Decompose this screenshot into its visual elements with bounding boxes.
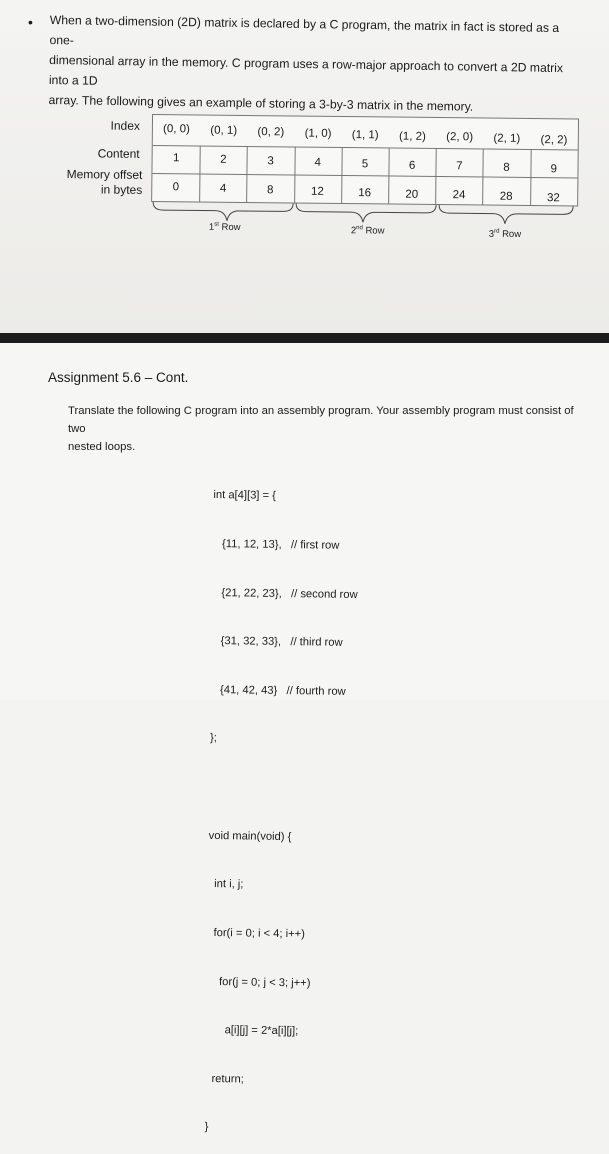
index-cell: (2, 0) xyxy=(446,131,474,144)
content-cell: 5 xyxy=(361,157,369,170)
content-cell: 3 xyxy=(267,155,274,168)
offset-label-line: in bytes xyxy=(100,182,143,197)
row-major-diagram xyxy=(0,0,609,338)
code-line: {41, 42, 43} // fourth row xyxy=(210,683,346,698)
bullet-point: • xyxy=(28,14,33,30)
code-line: a[i][j] = 2*a[i][j]; xyxy=(205,1024,299,1038)
index-cell: (1, 2) xyxy=(398,130,426,143)
instructions-line: Translate the following C program into an assembly program. Your assembly program must consist of two xyxy=(68,405,574,435)
row3-num: 3 xyxy=(488,228,495,240)
c-code-block xyxy=(204,455,359,1154)
row2-tag xyxy=(351,225,385,237)
row3-word: Row xyxy=(502,228,522,241)
offset-label-line: Memory offset xyxy=(66,167,143,182)
offset-cell: 28 xyxy=(499,190,513,204)
index-cell: (0, 0) xyxy=(163,123,190,136)
index-cell: (1, 1) xyxy=(351,128,379,141)
code-line: return; xyxy=(205,1072,244,1086)
code-line xyxy=(209,779,355,797)
offset-cell: 12 xyxy=(310,185,324,198)
intro-line: array. The following gives an example of storing a 3-by-3 matrix in the memory. xyxy=(48,92,474,114)
content-label: Content xyxy=(97,146,140,161)
row1-word: Row xyxy=(221,221,241,234)
content-cell: 2 xyxy=(220,153,227,166)
index-cell: (2, 2) xyxy=(540,134,568,147)
code-line: for(j = 0; j < 3; j++) xyxy=(206,975,311,989)
row1-sup: st xyxy=(214,221,219,228)
row1-num: 1 xyxy=(208,221,215,233)
offset-label xyxy=(39,167,142,198)
offset-cell: 32 xyxy=(546,192,560,205)
content-cell: 1 xyxy=(172,152,180,165)
code-line: void main(void) { xyxy=(208,829,292,843)
code-line: {21, 22, 23}, // second row xyxy=(211,586,358,601)
code-line: {11, 12, 13}, // first row xyxy=(212,538,340,552)
offset-cell: 4 xyxy=(219,182,227,195)
memory-table xyxy=(151,114,579,206)
offset-cell: 24 xyxy=(452,189,466,202)
offset-cell: 0 xyxy=(172,181,180,194)
index-label: Index xyxy=(110,118,141,133)
row2-word: Row xyxy=(365,225,385,237)
offset-cell: 16 xyxy=(358,186,372,199)
row2-brace xyxy=(296,204,436,223)
row2-sup: nd xyxy=(356,225,363,232)
row3-brace xyxy=(439,205,573,224)
offset-cell: 20 xyxy=(405,188,419,201)
index-cell: (1, 0) xyxy=(304,127,332,140)
content-cell: 7 xyxy=(456,160,463,173)
row3-sup: rd xyxy=(494,228,500,235)
index-cell: (2, 1) xyxy=(493,132,521,146)
code-line: } xyxy=(204,1121,209,1134)
code-line: }; xyxy=(209,732,217,745)
row1-brace xyxy=(153,202,293,221)
row1-tag xyxy=(209,222,241,233)
assignment-instructions xyxy=(68,402,588,456)
code-line: for(i = 0; i < 4; i++) xyxy=(207,926,306,941)
code-line: int i, j; xyxy=(207,878,244,891)
instructions-line: nested loops. xyxy=(68,441,136,453)
intro-line: When a two-dimension (2D) matrix is declared by a C program, the matrix in fact is stored as a one- xyxy=(49,12,560,48)
content-cell: 4 xyxy=(314,156,322,169)
index-cell: (0, 1) xyxy=(210,124,238,137)
intro-line: dimensional array in the memory. C program uses a row-major approach to convert a 2D matrix into a 1D xyxy=(48,52,564,88)
offset-cell: 8 xyxy=(267,184,274,197)
content-cell: 9 xyxy=(550,163,557,176)
assignment-heading: Assignment 5.6 – Cont. xyxy=(48,370,189,385)
index-cell: (0, 2) xyxy=(257,125,285,139)
table-rule xyxy=(153,145,578,150)
code-line: int a[4][3] = { xyxy=(213,489,277,503)
content-cell: 8 xyxy=(503,161,510,175)
row2-num: 2 xyxy=(350,225,357,237)
row3-tag xyxy=(489,229,521,240)
content-cell: 6 xyxy=(408,159,416,172)
code-line: {31, 32, 33}, // third row xyxy=(211,635,343,650)
